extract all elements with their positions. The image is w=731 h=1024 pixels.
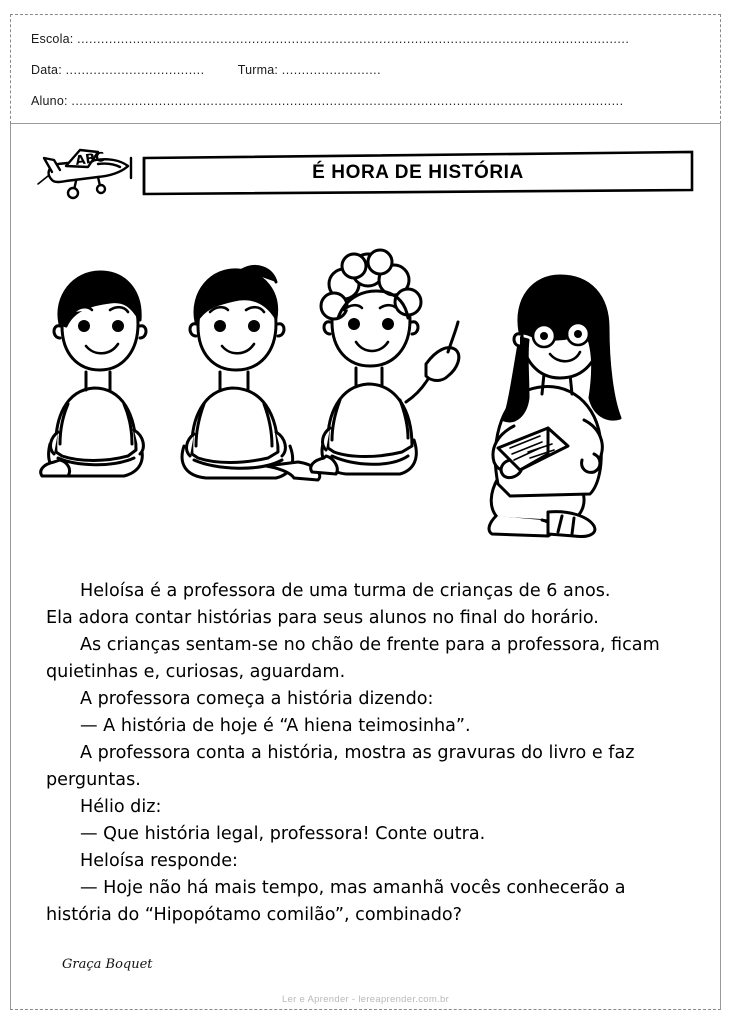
field-turma-label: Turma: bbox=[237, 63, 279, 77]
title-banner bbox=[142, 150, 694, 196]
field-aluno-label: Aluno: bbox=[31, 94, 68, 108]
story-author: Graça Boquet bbox=[62, 957, 153, 972]
child-right bbox=[311, 250, 459, 474]
field-data-label: Data: bbox=[31, 63, 62, 77]
field-data-turma bbox=[31, 63, 381, 77]
field-data-line[interactable]: ................................... bbox=[65, 63, 205, 77]
plane-letters-text: ABC bbox=[74, 149, 106, 169]
story-paragraph: Heloísa é a professora de uma turma de crianças de 6 anos. bbox=[80, 581, 611, 601]
story-paragraph: — A história de hoje é “A hiena teimosinha”. bbox=[80, 716, 471, 736]
field-escola-line[interactable]: ........................................................................................................................................... bbox=[77, 32, 630, 46]
field-aluno bbox=[31, 94, 624, 108]
student-identification-block bbox=[10, 14, 721, 124]
page-title: É HORA DE HISTÓRIA bbox=[312, 162, 524, 183]
teacher bbox=[489, 276, 620, 537]
field-escola-label: Escola: bbox=[31, 32, 74, 46]
site-credit: Ler e Aprender - lereaprender.com.br bbox=[281, 994, 450, 1005]
story-paragraph: As crianças sentam-se no chão de frente para a professora, ficam quietinhas e, curiosas, aguardam. bbox=[46, 635, 660, 682]
story-paragraph: Heloísa responde: bbox=[80, 851, 238, 871]
story-paragraph: Ela adora contar histórias para seus alunos no final do horário. bbox=[46, 608, 599, 628]
field-aluno-line[interactable]: ........................................................................................................................................... bbox=[71, 94, 624, 108]
field-turma-line[interactable]: ......................... bbox=[281, 63, 382, 77]
child-middle bbox=[182, 266, 320, 480]
story-paragraph: — Hoje não há mais tempo, mas amanhã vocês conhecerão a história do “Hipopótamo comilão”, combinado? bbox=[46, 878, 626, 925]
story-paragraph: Hélio diz: bbox=[80, 797, 162, 817]
child-left bbox=[41, 272, 146, 476]
story-text bbox=[46, 578, 692, 929]
story-illustration bbox=[28, 222, 688, 552]
story-paragraph: — Que história legal, professora! Conte outra. bbox=[80, 824, 486, 844]
airplane-icon bbox=[36, 140, 146, 202]
field-escola bbox=[31, 32, 629, 46]
story-paragraph: A professora começa a história dizendo: bbox=[80, 689, 434, 709]
story-paragraph: A professora conta a história, mostra as gravuras do livro e faz perguntas. bbox=[46, 743, 635, 790]
